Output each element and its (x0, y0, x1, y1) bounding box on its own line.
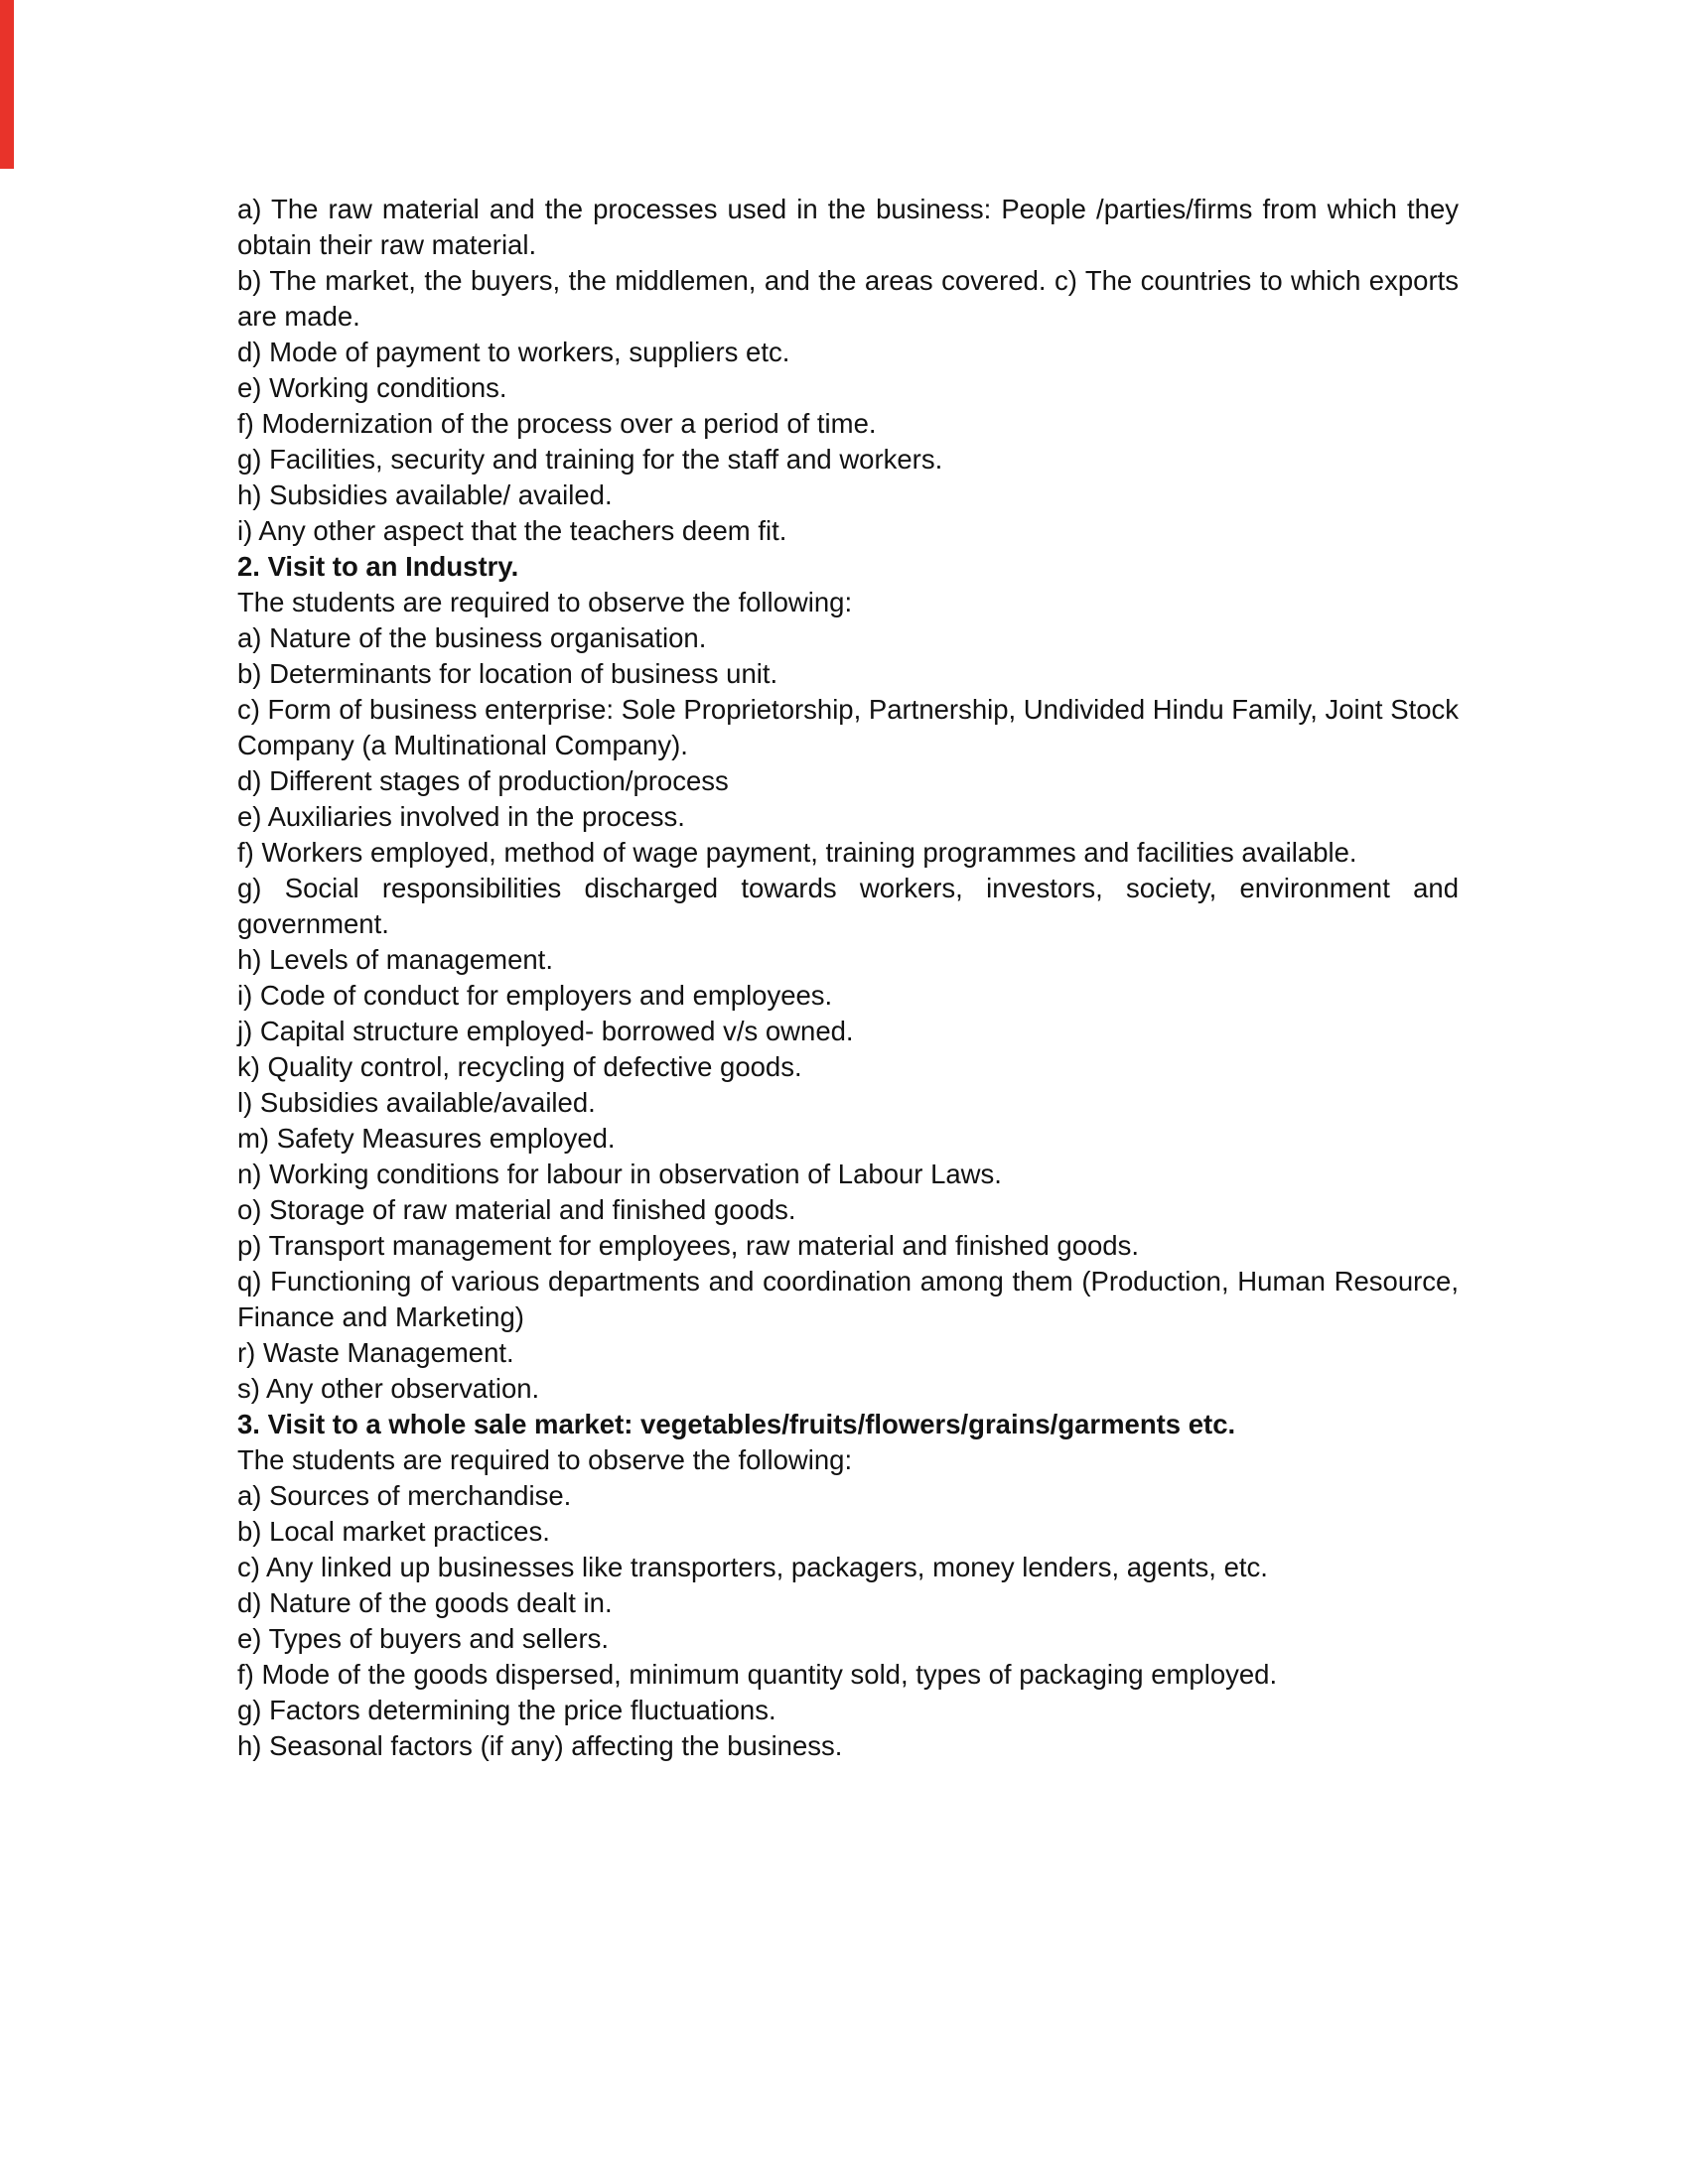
list-item: f) Mode of the goods dispersed, minimum quantity sold, types of packaging employed. (237, 1659, 1278, 1690)
list-item: d) Nature of the goods dealt in. (237, 1587, 613, 1618)
list-item: a) The raw material and the processes used in the business: People /parties/firms from which they obtain their raw material. (237, 194, 1459, 260)
list-item: h) Levels of management. (237, 944, 553, 975)
list-item: h) Subsidies available/ availed. (237, 479, 613, 510)
list-item: l) Subsidies available/availed. (237, 1087, 596, 1118)
list-item: m) Safety Measures employed. (237, 1123, 616, 1154)
list-item: h) Seasonal factors (if any) affecting the business. (237, 1730, 843, 1761)
list-item: g) Facilities, security and training for the staff and workers. (237, 444, 943, 475)
list-item: q) Functioning of various departments and coordination among them (Production, Human Resource, Finance and Marketing) (237, 1266, 1459, 1332)
list-item: k) Quality control, recycling of defective goods. (237, 1051, 802, 1082)
intro-line: The students are required to observe the following: (237, 1444, 853, 1475)
list-item: c) Form of business enterprise: Sole Proprietorship, Partnership, Undivided Hindu Family, Joint Stock Company (a Multinational Company). (237, 694, 1459, 760)
list-item: s) Any other observation. (237, 1373, 540, 1404)
list-item: e) Auxiliaries involved in the process. (237, 801, 685, 832)
list-item: f) Workers employed, method of wage payment, training programmes and facilities available. (237, 837, 1357, 868)
list-item: b) The market, the buyers, the middlemen, and the areas covered. c) The countries to which exports are made. (237, 265, 1459, 332)
list-item: n) Working conditions for labour in observation of Labour Laws. (237, 1159, 1002, 1189)
list-item: g) Social responsibilities discharged towards workers, investors, society, environment and government. (237, 873, 1459, 939)
list-item: a) Nature of the business organisation. (237, 622, 707, 653)
list-item: i) Code of conduct for employers and employees. (237, 980, 833, 1011)
list-item: b) Local market practices. (237, 1516, 550, 1547)
list-item: c) Any linked up businesses like transporters, packagers, money lenders, agents, etc. (237, 1552, 1268, 1582)
list-item: d) Mode of payment to workers, suppliers etc. (237, 337, 790, 367)
list-item: d) Different stages of production/process (237, 765, 729, 796)
list-item: p) Transport management for employees, raw material and finished goods. (237, 1230, 1139, 1261)
intro-line: The students are required to observe the following: (237, 587, 853, 617)
list-item: a) Sources of merchandise. (237, 1480, 572, 1511)
list-item: e) Working conditions. (237, 372, 507, 403)
list-item: e) Types of buyers and sellers. (237, 1623, 609, 1654)
section-heading-wholesale-market: 3. Visit to a whole sale market: vegetables/fruits/flowers/grains/garments etc. (237, 1409, 1236, 1439)
list-item: g) Factors determining the price fluctuations. (237, 1695, 776, 1725)
list-item: i) Any other aspect that the teachers deem fit. (237, 515, 787, 546)
list-item: b) Determinants for location of business unit. (237, 658, 778, 689)
list-item: r) Waste Management. (237, 1337, 514, 1368)
list-item: o) Storage of raw material and finished goods. (237, 1194, 796, 1225)
red-edge-marker (0, 0, 14, 169)
list-item: f) Modernization of the process over a period of time. (237, 408, 877, 439)
document-body (237, 192, 1459, 1764)
section-heading-industry-visit: 2. Visit to an Industry. (237, 551, 519, 582)
list-item: j) Capital structure employed- borrowed v/s owned. (237, 1016, 854, 1046)
